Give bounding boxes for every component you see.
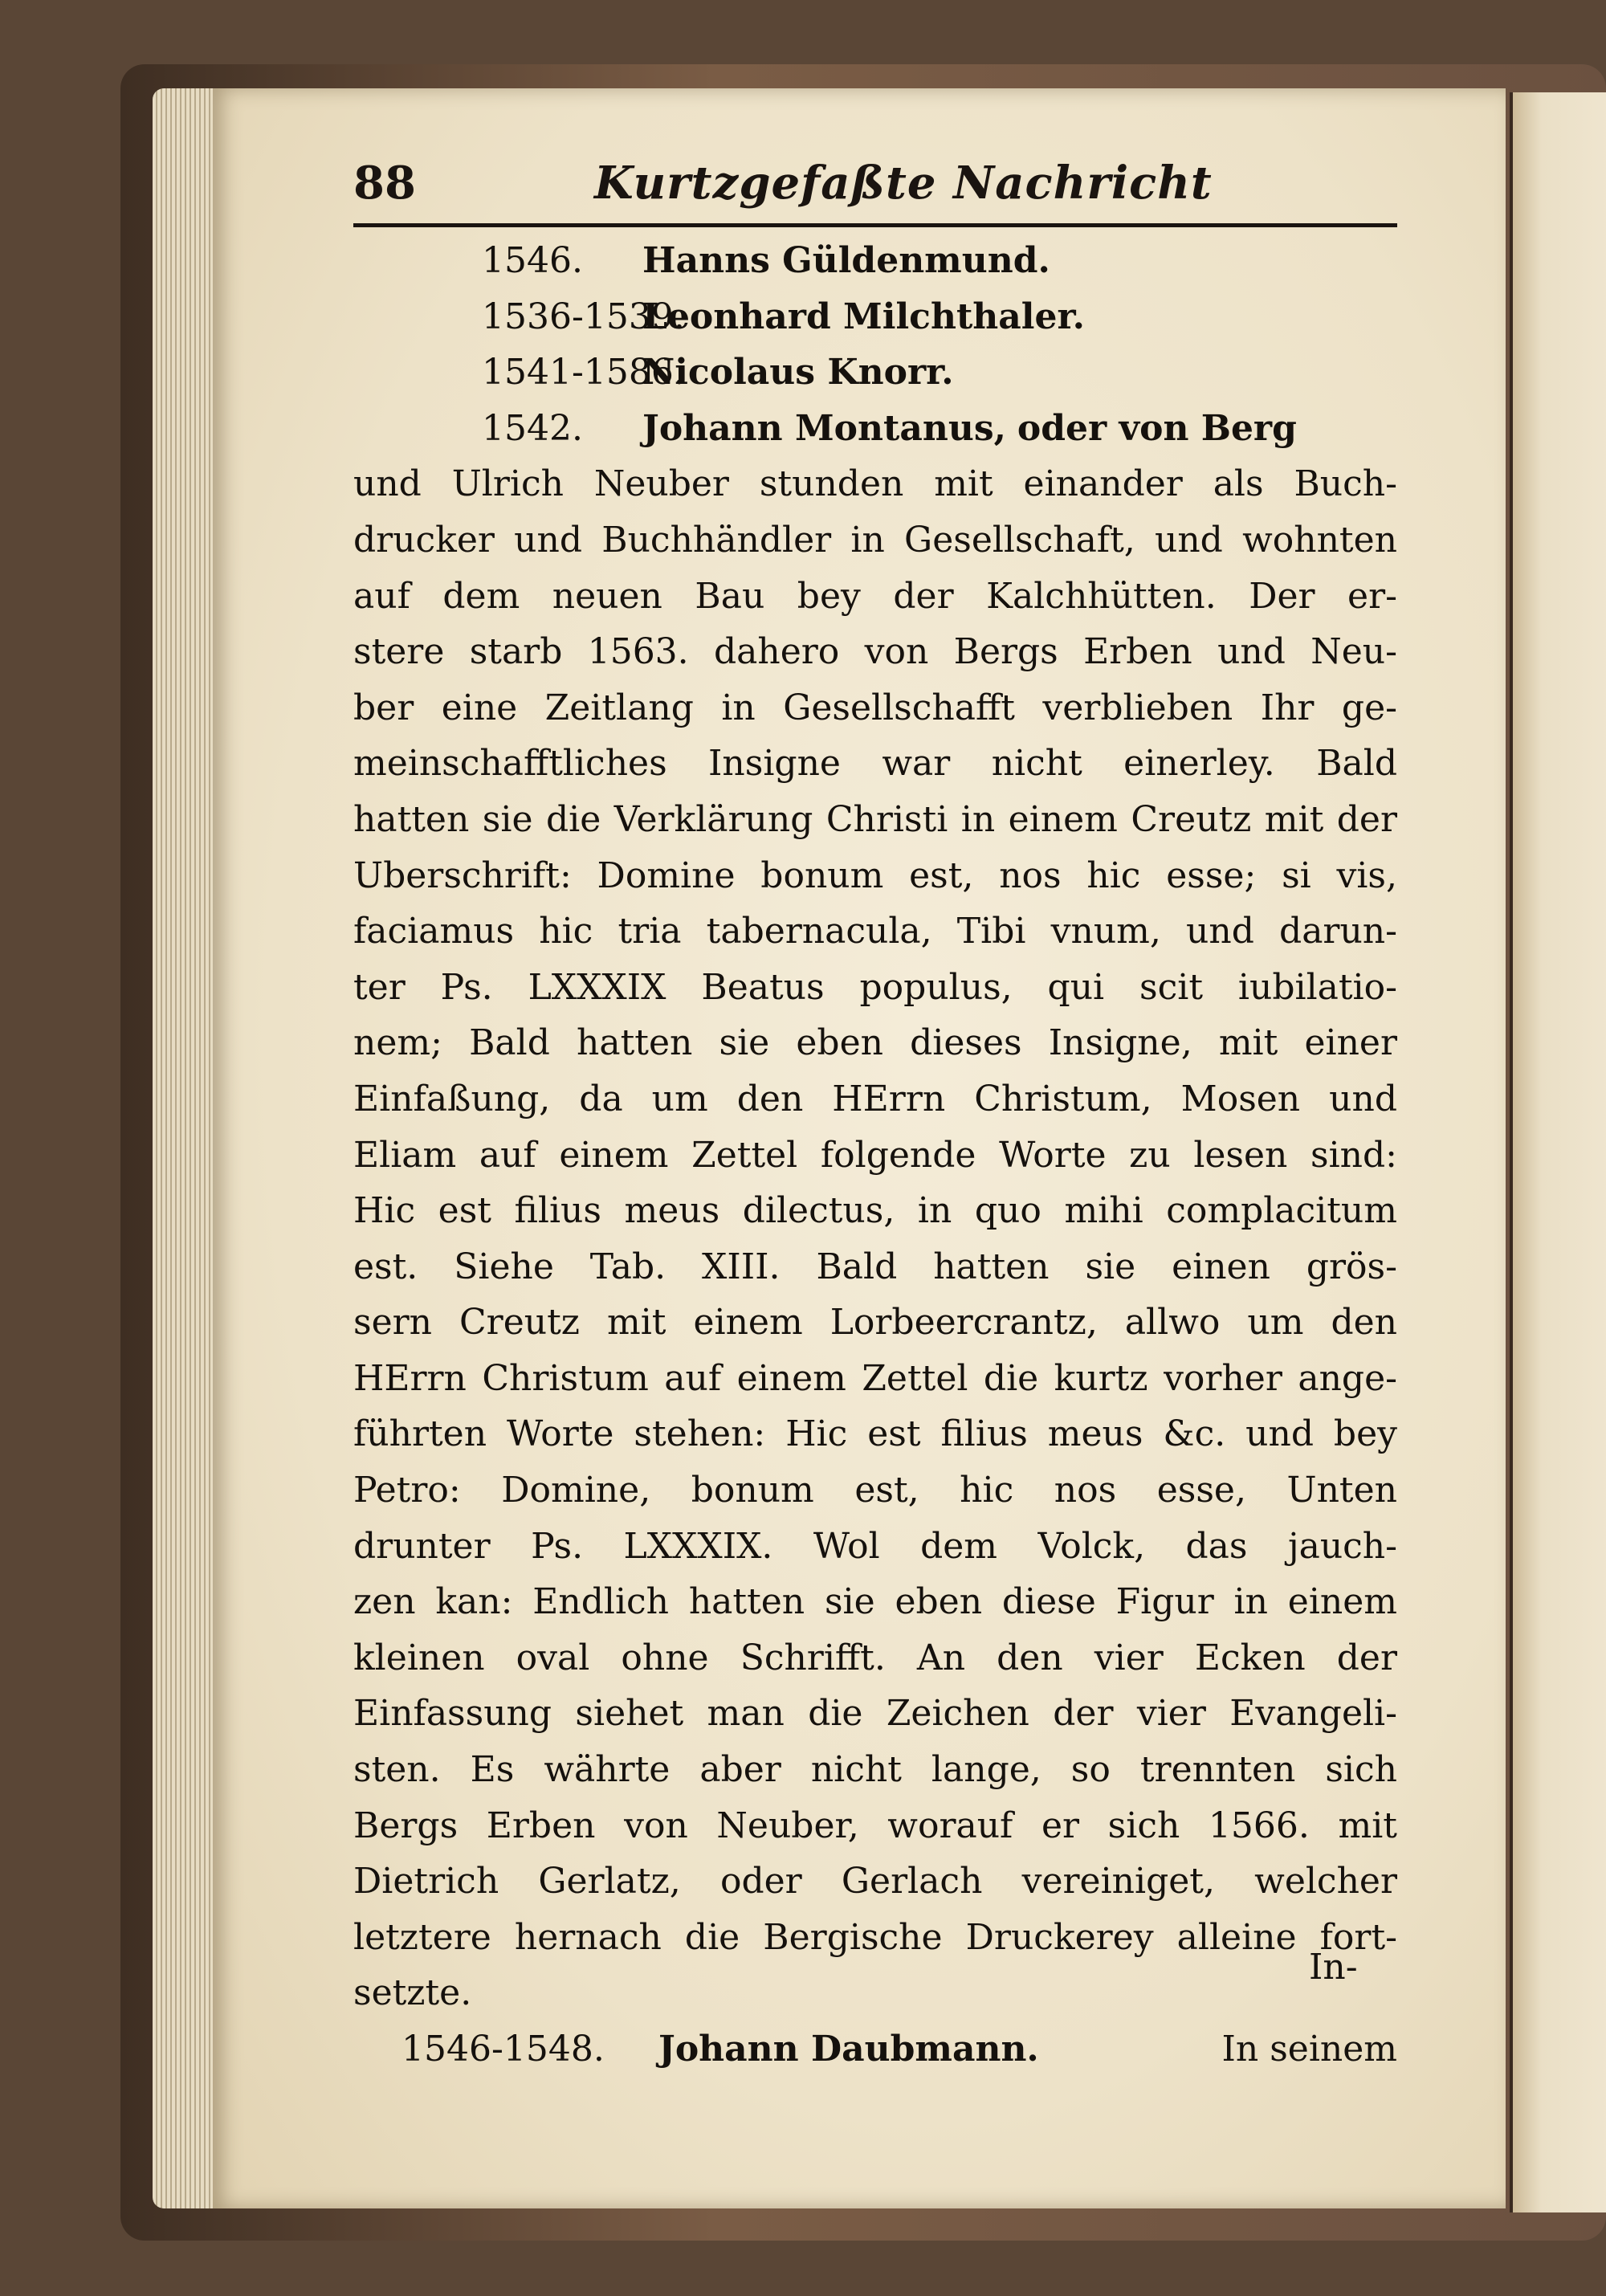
body-text: [353, 233, 1397, 2078]
paragraph-line: Einfassung siehet man die Zeichen der vier Evangeli-: [353, 1693, 1397, 1735]
entry-year: 1546-1548.: [402, 2029, 605, 2070]
paragraph-line: ber eine Zeitlang in Gesellschafft verblieben Ihr ge-: [353, 687, 1397, 728]
catchword: In-: [1309, 1947, 1358, 1988]
entry-name: Johann Daubmann.: [658, 2029, 1039, 2070]
paragraph-line: Hic est filius meus dilectus, in quo mihi complacitum: [353, 1190, 1397, 1232]
paragraph-line: Einfaßung, da um den HErrn Christum, Mosen und: [353, 1078, 1397, 1119]
entry: [353, 345, 1397, 401]
paragraph-line: faciamus hic tria tabernacula, Tibi vnum, und darun-: [353, 911, 1397, 952]
facing-page-edge: [1510, 92, 1606, 2212]
paragraph-line: letztere hernach die Bergische Druckerey alleine fort-: [353, 1916, 1397, 1958]
paragraph-line: führten Worte stehen: Hic est filius meus &c. und bey: [353, 1413, 1397, 1455]
entry: [353, 2021, 1397, 2078]
entry: [353, 289, 1397, 345]
paragraph-line: est. Siehe Tab. XIII. Bald hatten sie einen grös-: [353, 1246, 1397, 1287]
entry-year: 1542.: [482, 407, 583, 449]
entry-year: 1536-1539.: [482, 296, 685, 337]
entry-name: [642, 401, 1297, 457]
header-rule: [353, 223, 1397, 227]
paragraph-line: HErrn Christum auf einem Zettel die kurtz vorher ange-: [353, 1357, 1397, 1399]
paragraph-line: drunter Ps. LXXXIX. Wol dem Volck, das jauch-: [353, 1525, 1397, 1567]
paragraph-line: kleinen oval ohne Schrifft. An den vier Ecken der: [353, 1637, 1397, 1678]
entry: [353, 233, 1397, 289]
paragraph-line: Petro: Domine, bonum est, hic nos esse, Unten: [353, 1470, 1397, 1511]
paragraph-line: nem; Bald hatten sie eben dieses Insigne, mit einer: [353, 1022, 1397, 1064]
entry-continuation: oder von Berg: [1017, 407, 1297, 449]
entry-continuation: In seinem: [1221, 2029, 1397, 2070]
page-number: 88: [353, 157, 416, 210]
paragraph-line: auf dem neuen Bau bey der Kalchhütten. Der er-: [353, 575, 1397, 617]
paragraph-line: ter Ps. LXXXIX Beatus populus, qui scit iubilatio-: [353, 966, 1397, 1008]
paragraph-line: hatten sie die Verklärung Christi in einem Creutz mit der: [353, 798, 1397, 840]
paragraph-line: Uberschrift: Domine bonum est, nos hic esse; si vis,: [353, 854, 1397, 896]
entry: [353, 401, 1397, 457]
page-header: [353, 157, 1397, 221]
paragraph-line: stere starb 1563. dahero von Bergs Erben und Neu-: [353, 631, 1397, 673]
paragraph-line: und Ulrich Neuber stunden mit einander als Buch-: [353, 463, 1397, 505]
running-head: Kurtzgefaßte Nachricht: [594, 157, 1213, 210]
paragraph-line: drucker und Buchhändler in Gesellschaft, und wohnten: [353, 519, 1397, 561]
paragraph-line: Dietrich Gerlatz, oder Gerlach vereiniget, welcher: [353, 1861, 1397, 1902]
paragraph-line: meinschafftliches Insigne war nicht einerley. Bald: [353, 743, 1397, 785]
entry-year: 1546.: [482, 240, 583, 281]
paragraph-line: setzte.: [353, 1972, 472, 2014]
paragraph-line: zen kan: Endlich hatten sie eben diese Figur in einem: [353, 1581, 1397, 1623]
paragraph-line: Bergs Erben von Neuber, worauf er sich 1566. mit: [353, 1805, 1397, 1846]
entry-name: Hanns Güldenmund.: [642, 240, 1050, 281]
paragraph-line: sten. Es währte aber nicht lange, so trennten sich: [353, 1749, 1397, 1791]
paragraph-line: sern Creutz mit einem Lorbeercrantz, allwo um den: [353, 1302, 1397, 1344]
entry-name: Nicolaus Knorr.: [642, 352, 954, 394]
entry-name: Leonhard Milchthaler.: [642, 296, 1085, 337]
entry-year: 1541-1586.: [482, 352, 685, 394]
entry-name-text: Johann Montanus,: [642, 407, 1006, 449]
paragraph-line: Eliam auf einem Zettel folgende Worte zu lesen sind:: [353, 1134, 1397, 1176]
